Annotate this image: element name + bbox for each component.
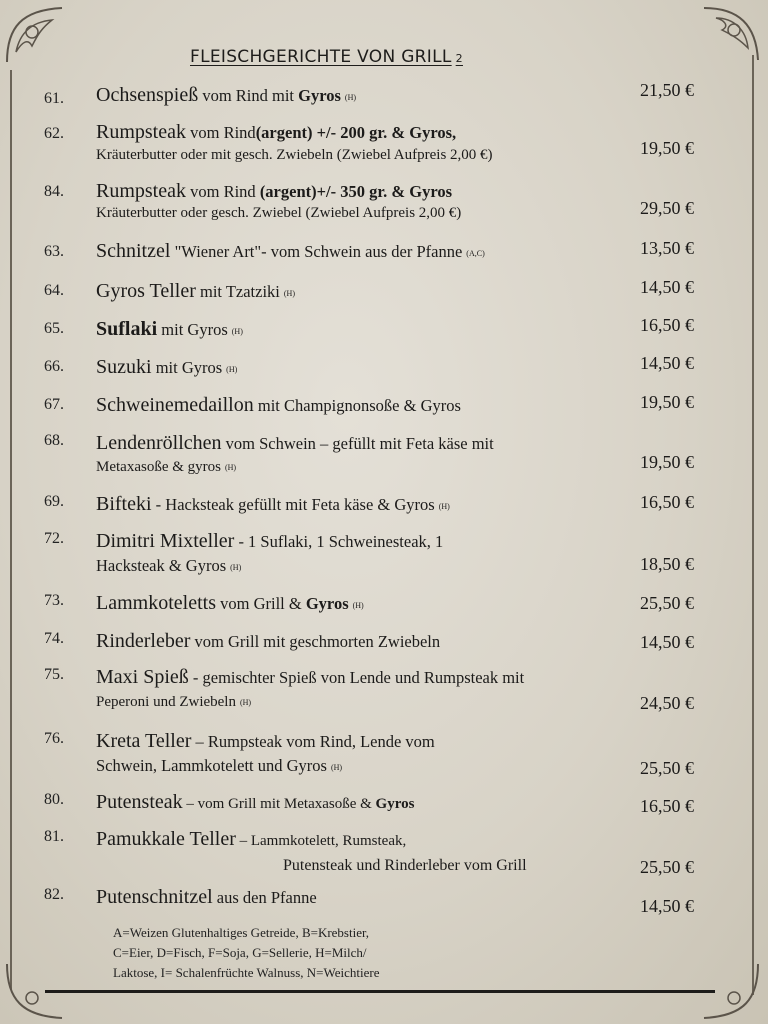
item-price: 14,50 € — [640, 896, 694, 916]
item-price: 24,50 € — [640, 693, 694, 713]
item-line — [96, 180, 452, 203]
item-description: "Wiener Art"- vom Schwein aus der Pfanne — [170, 242, 463, 261]
item-number: 64. — [44, 282, 64, 299]
item-number: 74. — [44, 630, 64, 647]
item-line-2 — [96, 459, 236, 476]
item-allergen: (H) — [283, 289, 295, 298]
item-description: mit Gyros — [157, 320, 228, 339]
item-number: 69. — [44, 493, 64, 510]
item-name: Putensteak — [96, 791, 183, 813]
item-number: 65. — [44, 320, 64, 337]
item-line — [96, 886, 317, 909]
item-description-bold: (argent) +/- 200 gr. & Gyros, — [255, 123, 457, 142]
item-description-bold: Gyros — [375, 796, 415, 812]
item-name: Lammkoteletts — [96, 592, 216, 614]
item-description: vom Rind mit — [198, 86, 299, 105]
item-line-2 — [96, 556, 241, 576]
item-line-2-text: Peperoni und Zwiebeln — [96, 694, 236, 710]
item-line-2: Putensteak und Rinderleber vom Grill — [283, 857, 527, 874]
item-line — [96, 280, 295, 303]
item-name: Lendenröllchen — [96, 432, 222, 454]
item-line — [96, 666, 524, 689]
item-price: 14,50 € — [640, 632, 694, 652]
item-line-2: Kräuterbutter oder gesch. Zwiebel (Zwiebel Aufpreis 2,00 €) — [96, 205, 462, 221]
item-line — [96, 630, 440, 653]
item-price: 19,50 € — [640, 138, 694, 158]
item-allergen: (H) — [344, 93, 357, 102]
item-number: 75. — [44, 666, 64, 683]
item-line — [96, 356, 237, 379]
item-name: Bifteki — [96, 493, 152, 515]
item-name: Suflaki — [96, 318, 158, 340]
item-price: 16,50 € — [640, 492, 694, 512]
item-allergen: (H) — [330, 763, 343, 772]
item-description: - gemischter Spieß von Lende und Rumpsteak mit — [188, 668, 525, 687]
item-number: 80. — [44, 791, 64, 808]
item-description-bold: Gyros — [305, 594, 349, 613]
item-description: vom Rind — [186, 182, 260, 201]
item-line-2: Kräuterbutter oder mit gesch. Zwiebeln (Zwiebel Aufpreis 2,00 €) — [96, 147, 493, 163]
item-line — [96, 84, 356, 107]
item-description: mit Tzatziki — [195, 282, 280, 301]
item-description: mit Gyros — [151, 358, 223, 377]
item-line-2-text: Hacksteak & Gyros — [96, 556, 227, 575]
frame-right-line — [752, 55, 754, 995]
legend-line: Laktose, I= Schalenfrüchte Walnuss, N=Weichtiere — [113, 965, 380, 980]
item-allergen: (H) — [226, 365, 238, 374]
item-description: mit Champignonsoße & Gyros — [253, 396, 461, 415]
item-line — [96, 592, 364, 615]
item-number: 84. — [44, 183, 64, 200]
item-description: - Hacksteak gefüllt mit Feta käse & Gyros — [151, 495, 435, 514]
item-name: Suzuki — [96, 356, 152, 378]
item-name: Putenschnitzel — [96, 886, 213, 908]
item-name: Rinderleber — [96, 630, 191, 652]
item-line — [96, 730, 435, 753]
item-price: 16,50 € — [640, 796, 694, 816]
item-price: 13,50 € — [640, 238, 694, 258]
item-price: 16,50 € — [640, 315, 694, 335]
item-price: 29,50 € — [640, 198, 694, 218]
item-number: 66. — [44, 358, 64, 375]
item-allergen: (H) — [230, 563, 242, 572]
page-number: 2 — [455, 52, 463, 65]
item-description: vom Grill mit geschmorten Zwiebeln — [190, 632, 441, 651]
item-line — [96, 530, 443, 553]
item-price: 21,50 € — [640, 80, 694, 100]
item-number: 81. — [44, 828, 64, 845]
item-description: vom Rind — [186, 123, 256, 142]
item-name: Kreta Teller — [96, 730, 192, 752]
item-price: 25,50 € — [640, 857, 694, 877]
item-price: 14,50 € — [640, 353, 694, 373]
item-description: – vom Grill mit Metaxasoße & — [182, 796, 376, 812]
page-title — [190, 47, 463, 67]
page-title-text: FLEISCHGERICHTE VON GRILL — [190, 47, 452, 67]
ornament-bottom-right-icon — [694, 954, 764, 1024]
item-allergen: (H) — [352, 601, 364, 610]
item-price: 14,50 € — [640, 277, 694, 297]
item-price: 19,50 € — [640, 452, 694, 472]
item-description: – Rumpsteak vom Rind, Lende vom — [191, 732, 435, 751]
ornament-top-right-icon — [694, 0, 764, 70]
item-name: Dimitri Mixteller — [96, 530, 235, 552]
bottom-divider — [45, 990, 715, 993]
item-number: 61. — [44, 90, 64, 107]
legend-line: C=Eier, D=Fisch, F=Soja, G=Sellerie, H=Milch/ — [113, 945, 367, 960]
item-name: Rumpsteak — [96, 121, 186, 143]
item-name: Pamukkale Teller — [96, 828, 236, 850]
item-line — [96, 791, 414, 814]
ornament-bottom-left-icon — [2, 954, 72, 1024]
item-line-2 — [96, 694, 251, 711]
item-line — [96, 394, 461, 417]
item-name: Schnitzel — [96, 240, 171, 262]
allergen-legend — [113, 923, 493, 983]
item-line — [96, 318, 243, 341]
item-line — [96, 121, 456, 144]
item-allergen: (H) — [438, 502, 450, 511]
item-allergen: (H) — [239, 698, 252, 707]
item-name: Schweinemedaillon — [96, 394, 254, 416]
item-price: 19,50 € — [640, 392, 694, 412]
item-allergen: (H) — [224, 463, 237, 472]
item-number: 72. — [44, 530, 64, 547]
item-number: 76. — [44, 730, 64, 747]
frame-left-line — [10, 70, 12, 990]
legend-line: A=Weizen Glutenhaltiges Getreide, B=Krebstier, — [113, 925, 370, 940]
item-description: vom Grill & — [215, 594, 306, 613]
item-allergen: (A,C) — [466, 249, 485, 258]
item-number: 63. — [44, 243, 64, 260]
item-number: 67. — [44, 396, 64, 413]
item-line — [96, 432, 494, 455]
item-line — [96, 493, 450, 516]
item-description: aus den Pfanne — [212, 888, 317, 907]
item-line — [96, 240, 485, 263]
item-price: 25,50 € — [640, 758, 694, 778]
item-number: 68. — [44, 432, 64, 449]
item-line-2-text: Schwein, Lammkotelett und Gyros — [96, 756, 327, 775]
item-number: 82. — [44, 886, 64, 903]
item-name: Gyros Teller — [96, 280, 196, 302]
item-description: - 1 Suflaki, 1 Schweinesteak, 1 — [234, 532, 444, 551]
item-allergen: (H) — [231, 327, 243, 336]
item-description: – Lammkotelett, Rumsteak, — [235, 833, 407, 849]
item-line-2 — [96, 756, 342, 776]
item-description-bold: (argent)+/- 350 gr. & Gyros — [259, 182, 453, 201]
item-description-bold: Gyros — [298, 86, 341, 105]
item-description: vom Schwein – gefüllt mit Feta käse mit — [221, 434, 494, 453]
item-number: 73. — [44, 592, 64, 609]
item-line-2-text: Metaxasoße & gyros — [96, 459, 221, 475]
item-name: Ochsenspieß — [96, 84, 199, 106]
item-price: 25,50 € — [640, 593, 694, 613]
item-line — [96, 828, 406, 851]
item-number: 62. — [44, 125, 64, 142]
item-price: 18,50 € — [640, 554, 694, 574]
ornament-top-left-icon — [2, 2, 72, 72]
item-name: Maxi Spieß — [96, 666, 189, 688]
item-name: Rumpsteak — [96, 180, 186, 202]
